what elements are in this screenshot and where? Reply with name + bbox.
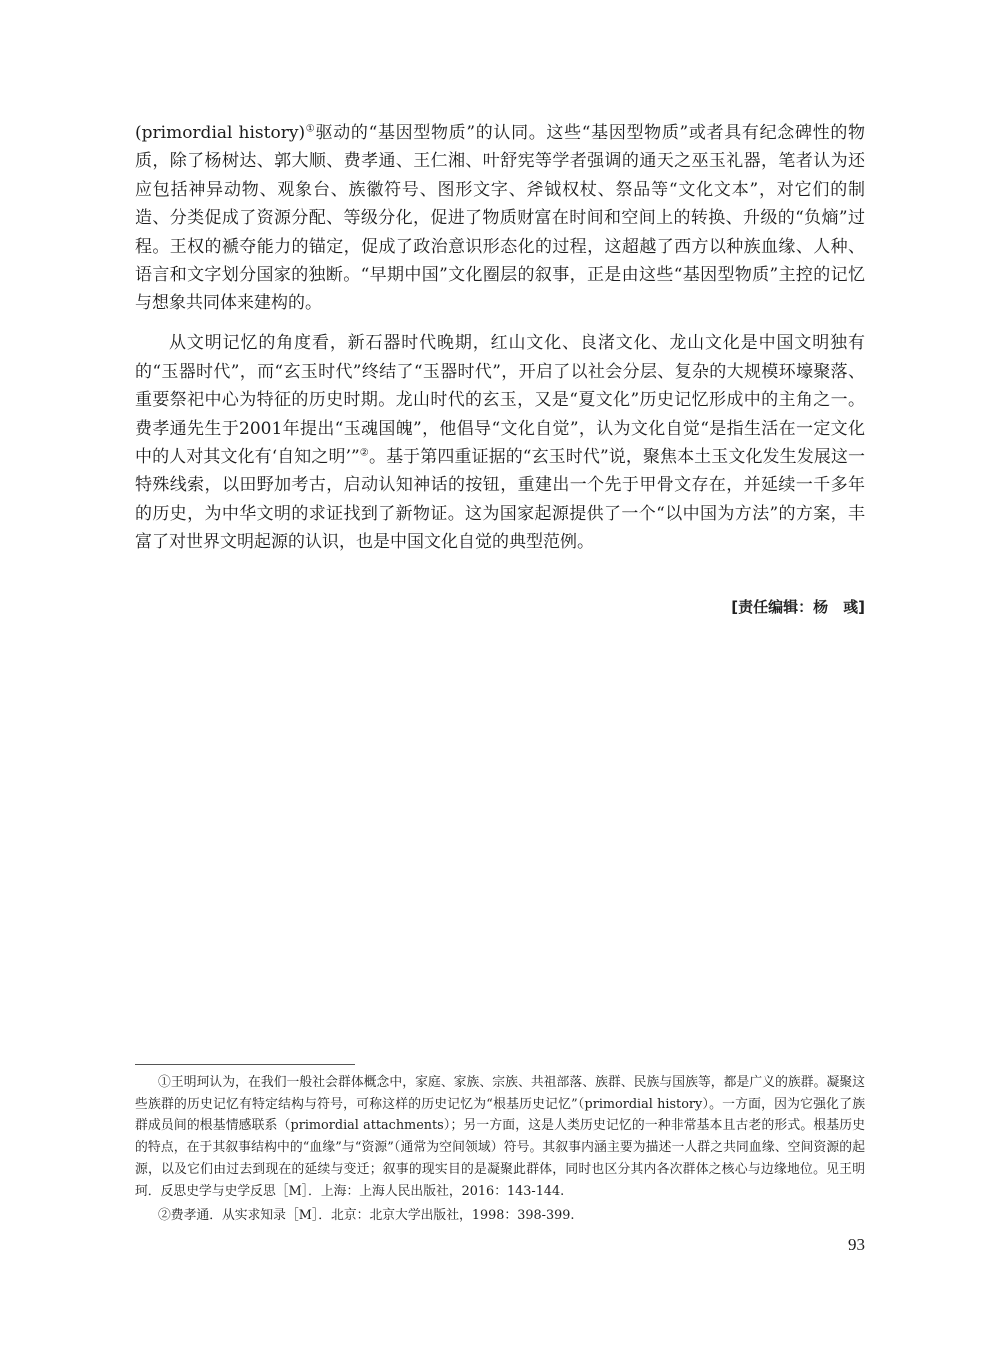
footnote-ref-1: ① [305, 123, 316, 135]
paragraph-2-text-end: 。基于第四重证据的“玄玉时代”说，聚焦本土玉文化发生发展这一特殊线索，以田野加考古，启动认知神话的按钮，重建出一个先于甲骨文存在，并延续一千多年的历史，为中华文明的求证找到了新物证。这为国家起源提供了一个“以中国为方法”的方案，丰富了对世界文明起源的认识，也是中国文化自觉的典型范例。 [135, 447, 865, 553]
footnote-1-text: 王明珂认为，在我们一般社会群体概念中，家庭、家族、宗族、共祖部落、族群、民族与国族等，都是广义的族群。凝聚这些族群的历史记忆有特定结构与符号，可称这样的历史记忆为“根基历史记忆”（primordial history）。一方面，因为它强化了族群成员间的根基情感联系（primordial attachments）；另一方面，这是人类历史记忆的一种非常基本且古老的形式。根基历史的特点，在于其叙事结构中的“血缘”与“资源”（通常为空间领域）符号。其叙事内涵主要为描述一人群之共同血缘、空间资源的起源，以及它们由过去到现在的延续与变迁；叙事的现实目的是凝聚此群体，同时也区分其内各次群体之核心与边缘地位。见王明珂．反思史学与史学反思［M］．上海：上海人民出版社，2016：143-144. [135, 1075, 866, 1199]
footnote-2 [135, 1205, 865, 1227]
paragraph-2-text-start: 从文明记忆的角度看，新石器时代晚期，红山文化、良渚文化、龙山文化是中国文明独有的“玉器时代”，而“玄玉时代”终结了“玉器时代”，开启了以社会分层、复杂的大规模环壕聚落、重要祭祀中心为特征的历史时期。龙山时代的玄玉，又是“夏文化”历史记忆形成中的主角之一。费孝通先生于2001年提出“玉魂国魄”，他倡导“文化自觉”，认为文化自觉“是指生活在一定文化中的人对其文化有‘自知之明’” [135, 333, 865, 468]
footnote-separator [135, 1064, 355, 1065]
paragraph-1 [135, 119, 865, 318]
footnote-2-text: 费孝通．从实求知录［M］．北京：北京大学出版社，1998：398-399. [170, 1207, 575, 1223]
editor-note: [责任编辑：杨 彧] [731, 597, 865, 616]
paragraph-1-text-start: (primordial history) [135, 123, 306, 143]
footnote-1 [135, 1072, 865, 1202]
paragraph-2 [135, 329, 865, 556]
footnotes [135, 1072, 865, 1226]
footnote-2-mark: ② [158, 1207, 171, 1223]
footnote-1-mark: ① [158, 1075, 171, 1090]
paragraph-1-text-end: 驱动的“基因型物质”的认同。这些“基因型物质”或者具有纪念碑性的物质，除了杨树达、郭大顺、费孝通、王仁湘、叶舒宪等学者强调的通天之巫玉礼器，笔者认为还应包括神异动物、观象台、族徽符号、图形文字、斧钺权杖、祭品等“文化文本”，对它们的制造、分类促成了资源分配、等级分化，促进了物质财富在时间和空间上的转换、升级的“负熵”过程。王权的褫夺能力的锚定，促成了政治意识形态化的过程，这超越了西方以种族血缘、人种、语言和文字划分国家的独断。“早期中国”文化圈层的叙事，正是由这些“基因型物质”主控的记忆与想象共同体来建构的。 [135, 123, 865, 314]
page-number: 93 [848, 1235, 865, 1254]
body-text [135, 119, 865, 617]
footnote-ref-2: ② [359, 447, 369, 459]
